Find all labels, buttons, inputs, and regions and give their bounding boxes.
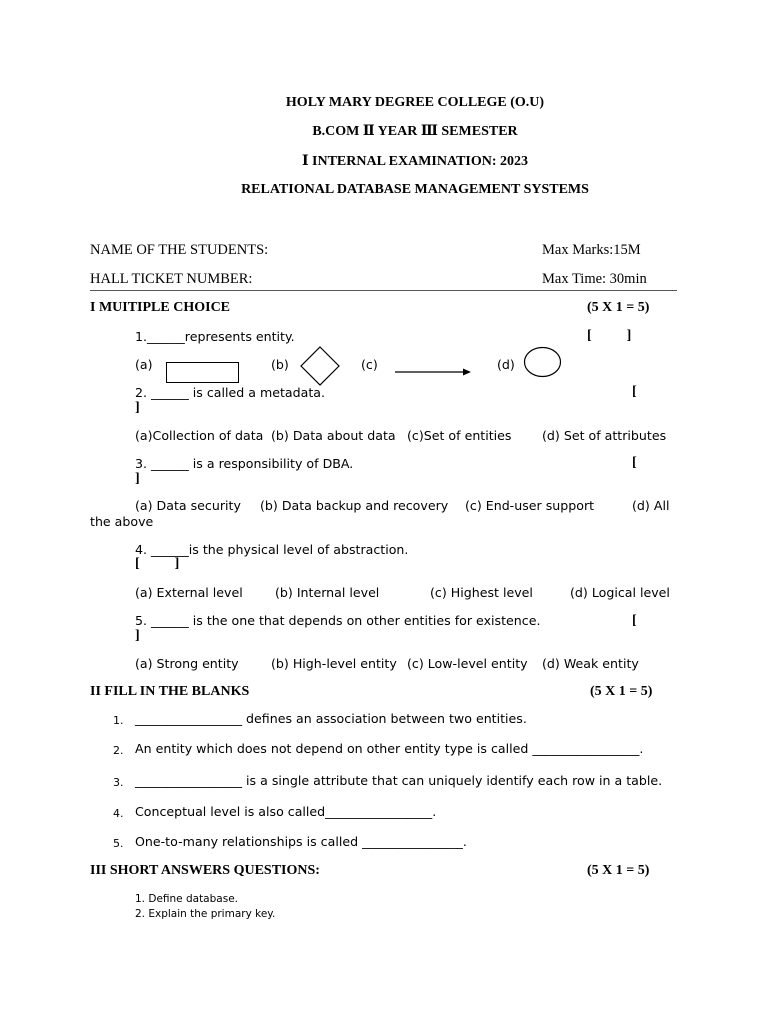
ellipse-icon — [523, 347, 563, 379]
max-marks: Max Marks:15M — [542, 242, 641, 258]
college-name: HOLY MARY DEGREE COLLEGE (O.U) — [285, 95, 545, 110]
hall-ticket-label: HALL TICKET NUMBER: — [90, 271, 253, 287]
blank-4-text: Conceptual level is also called_________________. — [135, 804, 437, 819]
header-divider — [90, 290, 677, 291]
q4-option-d: (d) Logical level — [570, 585, 670, 600]
short-question-1: 1. Define database. — [135, 893, 238, 905]
question-2: 2. ______ is called a metadata. — [135, 385, 326, 400]
q2-option-c: (c)Set of entities — [407, 428, 512, 443]
blank-2-text: An entity which does not depend on other entity type is called _________________. — [135, 741, 644, 756]
blank-2-number: 2. — [113, 744, 124, 757]
answer-bracket-2-close: ] — [135, 400, 140, 415]
answer-bracket-4: [ ] — [135, 556, 180, 571]
q1-option-b: (b) — [271, 357, 289, 372]
section-short-answers-title: III SHORT ANSWERS QUESTIONS: — [90, 863, 320, 878]
q5-option-b: (b) High-level entity — [271, 656, 397, 671]
question-1: 1.______represents entity. — [135, 329, 295, 344]
q5-option-d: (d) Weak entity — [542, 656, 639, 671]
max-time: Max Time: 30min — [542, 271, 647, 287]
q3-option-c: (c) End-user support — [465, 498, 595, 513]
section-multiple-choice-marks: (5 X 1 = 5) — [587, 300, 650, 315]
q2-option-d: (d) Set of attributes — [542, 428, 667, 443]
rectangle-icon — [166, 362, 239, 383]
diamond-icon — [300, 346, 340, 386]
blank-3-number: 3. — [113, 776, 124, 789]
question-3: 3. ______ is a responsibility of DBA. — [135, 456, 354, 471]
blank-1-number: 1. — [113, 714, 124, 727]
q5-option-a: (a) Strong entity — [135, 656, 239, 671]
q4-option-b: (b) Internal level — [275, 585, 380, 600]
answer-bracket-5-open: [ — [632, 613, 637, 628]
blank-3-text: _________________ is a single attribute that can uniquely identify each row in a table. — [135, 773, 663, 788]
blank-1-text: _________________ defines an association between two entities. — [135, 711, 527, 726]
q4-option-a: (a) External level — [135, 585, 243, 600]
section-fill-blanks-title: II FILL IN THE BLANKS — [90, 684, 250, 699]
answer-bracket-1: [ ] — [587, 328, 632, 343]
question-4: 4. ______is the physical level of abstraction. — [135, 542, 409, 557]
q1-option-c: (c) — [361, 357, 378, 372]
blank-5-text: One-to-many relationships is called ________________. — [135, 834, 467, 849]
q4-option-c: (c) Highest level — [430, 585, 533, 600]
student-name-label: NAME OF THE STUDENTS: — [90, 242, 269, 258]
answer-bracket-5-close: ] — [135, 628, 140, 643]
q3-option-d: (d) All — [632, 498, 670, 513]
q5-option-c: (c) Low-level entity — [407, 656, 528, 671]
q2-option-b: (b) Data about data — [271, 428, 396, 443]
section-short-answers-marks: (5 X 1 = 5) — [587, 863, 650, 878]
section-fill-blanks-marks: (5 X 1 = 5) — [590, 684, 653, 699]
answer-bracket-3-close: ] — [135, 471, 140, 486]
blank-5-number: 5. — [113, 837, 124, 850]
arrow-icon — [395, 366, 473, 378]
short-question-2: 2. Explain the primary key. — [135, 908, 276, 920]
q3-option-d-continued: the above — [90, 514, 154, 529]
answer-bracket-3-open: [ — [632, 455, 637, 470]
answer-bracket-2-open: [ — [632, 384, 637, 399]
section-multiple-choice-title: I MUITIPLE CHOICE — [90, 300, 231, 315]
q1-option-d: (d) — [497, 357, 515, 372]
q1-option-a: (a) — [135, 357, 153, 372]
question-5: 5. ______ is the one that depends on other entities for existence. — [135, 613, 541, 628]
q3-option-a: (a) Data security — [135, 498, 241, 513]
subject-title: RELATIONAL DATABASE MANAGEMENT SYSTEMS — [241, 182, 589, 197]
q2-option-a: (a)Collection of data — [135, 428, 264, 443]
blank-4-number: 4. — [113, 807, 124, 820]
q3-option-b: (b) Data backup and recovery — [260, 498, 449, 513]
exam-title: Ⅰ INTERNAL EXAMINATION: 2023 — [301, 154, 529, 169]
course-title: B.COM Ⅱ YEAR Ⅲ SEMESTER — [312, 124, 518, 139]
